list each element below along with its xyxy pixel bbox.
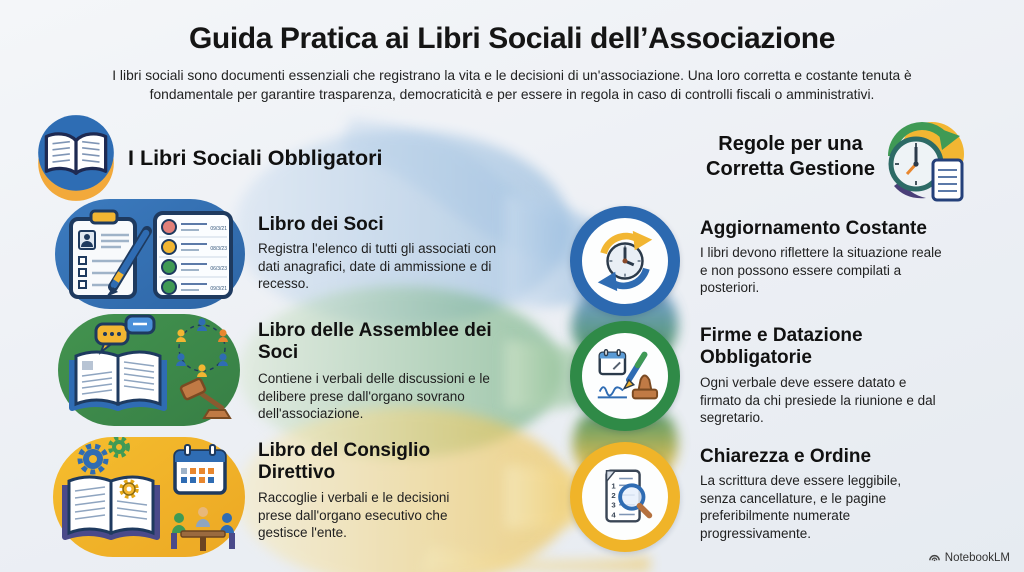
left-item-2-title: Libro delle Assemblee dei Soci [258, 320, 492, 364]
signature-stamp-icon [590, 341, 660, 411]
clock-sync-icon [590, 226, 660, 296]
open-book-icon [30, 112, 122, 204]
notebooklm-logo-icon [928, 551, 941, 564]
watermark-label: NotebookLM [944, 551, 1010, 564]
page-number: 4 [611, 510, 616, 520]
right-section-heading: Regole per una Corretta Gestione [706, 133, 875, 180]
member-date: 08/3/23 [210, 246, 227, 252]
member-date: 06/3/23 [210, 266, 227, 272]
page-subtitle: I libri sociali sono documenti essenziali che registrano la vita e le decisioni di un'associazione. Una loro corretta e costante tenuta è fondamentale per garantire trasparenza, democraticità e per essere in regola in caso di controlli fiscali o amministrativi. [112, 68, 912, 103]
aggiornamento-circle [570, 206, 680, 316]
right-item-3-description: La scrittura deve essere leggibile, senza cancellature, e le pagine preferibilmente numerate progressivamente. [700, 473, 902, 541]
left-item-2-description: Contiene i verbali delle discussioni e le delibere prese dall'organo sovrano dell'associazione. [258, 371, 490, 422]
right-item-2-description: Ogni verbale deve essere datato e firmato da chi presiede la riunione e dal segretario. [700, 375, 936, 426]
numbered-pages-magnifier-icon [590, 462, 660, 532]
book-discussion-gavel-icon [58, 314, 240, 426]
page-number: 1 [611, 481, 616, 491]
clipboard-member-list-icon [55, 199, 245, 309]
page-number: 2 [611, 490, 616, 500]
firme-circle [570, 321, 680, 431]
book-gears-calendar-meeting-icon [53, 437, 245, 557]
left-item-3-description: Raccoglie i verbali e le decisioni prese dall'organo esecutivo che gestisce l'ente. [258, 490, 450, 541]
left-item-1-description: Registra l'elenco di tutti gli associati con dati anagrafici, date di ammissione e di recesso. [258, 241, 497, 292]
assembly-book-illustration [58, 314, 240, 426]
member-date: 09/3/21 [210, 286, 227, 292]
right-item-1-description: I libri devono riflettere la situazione reale e non possono essere compilati a posteriori. [700, 245, 942, 296]
right-item-1-title: Aggiornamento Costante [700, 218, 927, 239]
chiarezza-circle [570, 442, 680, 552]
left-item-3-title: Libro del Consiglio Direttivo [258, 440, 431, 484]
page-title: Guida Pratica ai Libri Sociali dell’Associazione [188, 22, 835, 55]
left-item-1-title: Libro dei Soci [258, 214, 384, 235]
member-register-illustration [55, 199, 245, 309]
page-number: 3 [611, 500, 616, 510]
watermark [928, 551, 1010, 564]
board-meeting-illustration [53, 437, 245, 557]
left-section-heading: I Libri Sociali Obbligatori [128, 146, 383, 170]
right-item-3-title: Chiarezza e Ordine [700, 446, 872, 467]
member-date: 09/3/21 [210, 226, 227, 232]
clock-document-icon [876, 116, 972, 212]
right-item-2-title: Firme e Datazione Obbligatorie [700, 325, 863, 369]
